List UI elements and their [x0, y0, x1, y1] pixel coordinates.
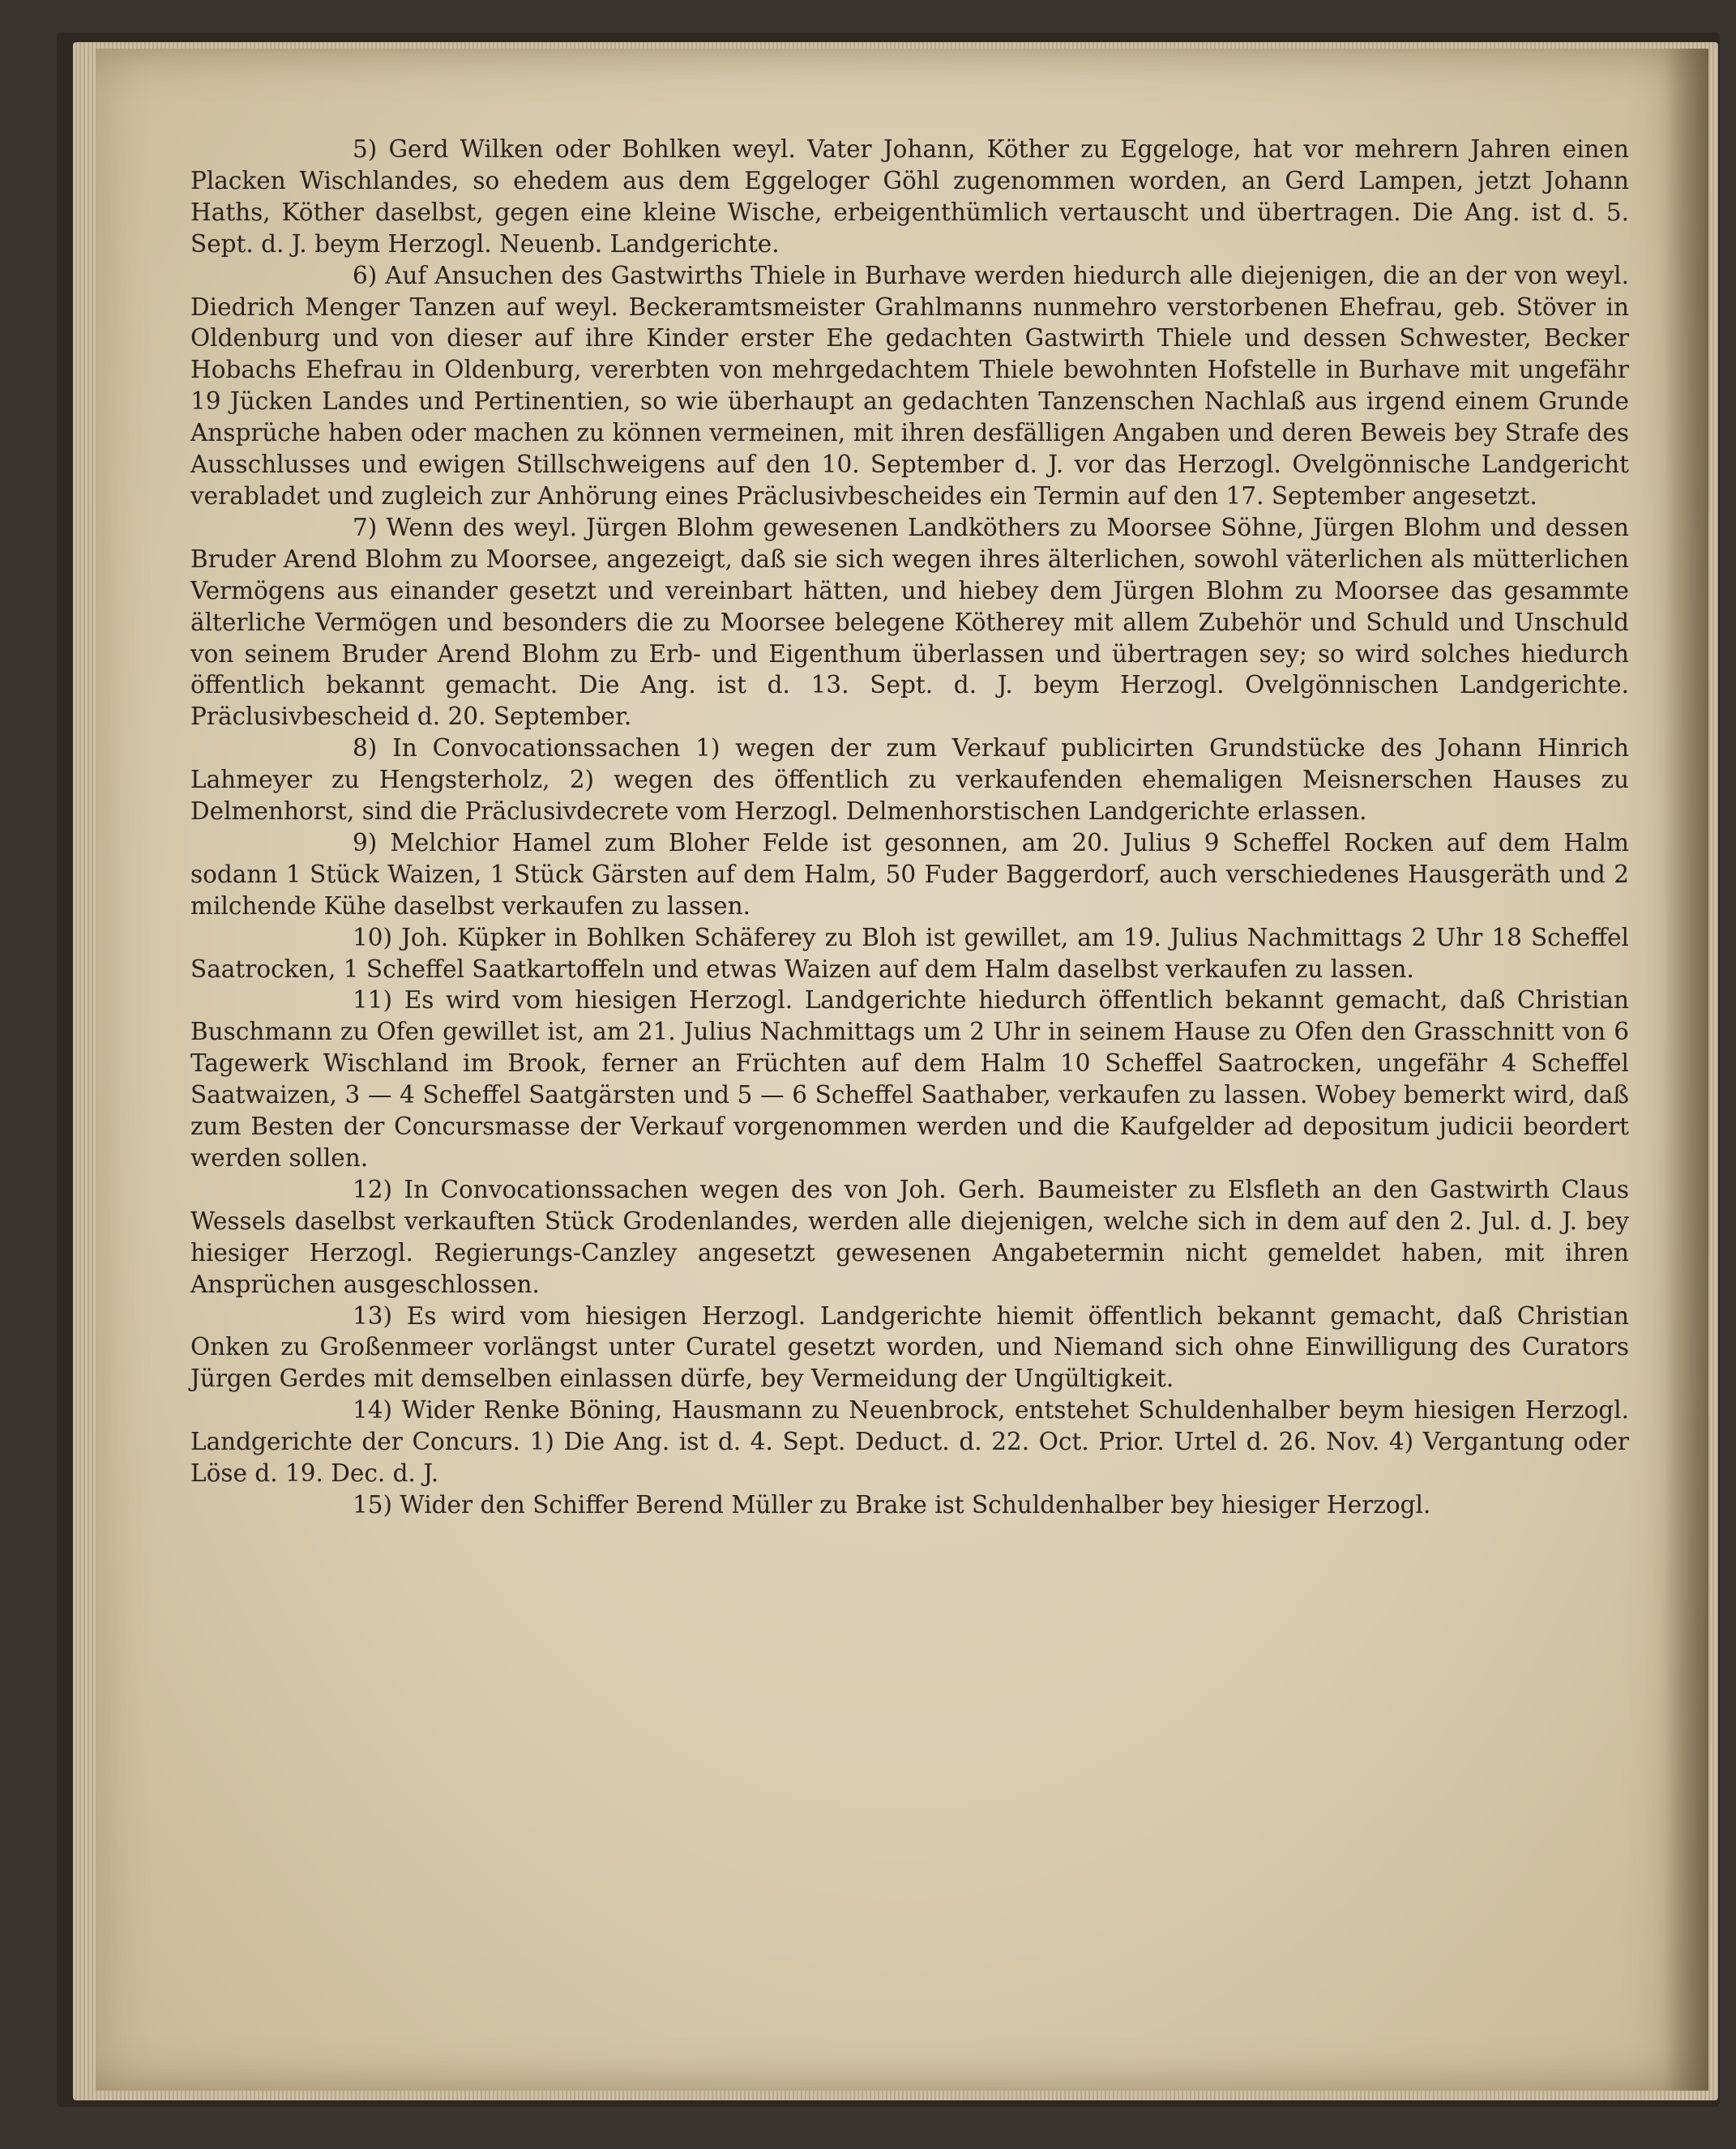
page-gutter	[1664, 49, 1708, 2091]
notice-12: 12) In Convocationssachen wegen des von Joh. Gerh. Baumeister zu Elsfleth an den Gastwirth Claus Wessels daselbst verkauften Stück Grodenlandes, werden alle diejenigen, welche sich in dem auf den 2. Jul. d. J. bey hiesiger Herzogl. Regierungs-Canzley angesetzt gewesenen Angabetermin nicht gemeldet haben, mit ihren Ansprüchen ausgeschlossen.	[190, 1175, 1629, 1298]
notice-9: 9) Melchior Hamel zum Bloher Felde ist gesonnen, am 20. Julius 9 Scheffel Rocken auf dem Halm sodann 1 Stück Waizen, 1 Stück Gärsten auf dem Halm, 50 Fuder Baggerdorf, auch verschiedenes Hausgeräth und 2 milchende Kühe daselbst verkaufen zu lassen.	[190, 828, 1629, 920]
notice-14: 14) Wider Renke Böning, Hausmann zu Neuenbrock, entstehet Schuldenhalber beym hiesigen Herzogl. Landgerichte der Concurs. 1) Die Ang. ist d. 4. Sept. Deduct. d. 22. Oct. Prior. Urtel d. 26. Nov. 4) Vergantung oder Löse d. 19. Dec. d. J.	[190, 1396, 1629, 1488]
notice-13: 13) Es wird vom hiesigen Herzogl. Landgerichte hiemit öffentlich bekannt gemacht, daß Christian Onken zu Großenmeer vorlängst unter Curatel gesetzt worden, und Niemand sich ohne Einwilligung des Curators Jürgen Gerdes mit demselben einlassen dürfe, bey Vermeidung der Ungültigkeit.	[190, 1301, 1629, 1393]
notice-8: 8) In Convocationssachen 1) wegen der zum Verkauf publicirten Grundstücke des Johann Hinrich Lahmeyer zu Hengsterholz, 2) wegen des öffentlich zu verkaufenden ehemaligen Meisnerschen Hauses zu Delmenhorst, sind die Präclusivdecrete vom Herzogl. Delmenhorstischen Landgerichte erlassen.	[190, 734, 1629, 826]
notice-10: 10) Joh. Küpker in Bohlken Schäferey zu Bloh ist gewillet, am 19. Julius Nachmittags 2 Uhr 18 Scheffel Saatrocken, 1 Scheffel Saatkartoffeln und etwas Waizen auf dem Halm daselbst verkaufen zu lassen.	[190, 923, 1629, 983]
notice-11: 11) Es wird vom hiesigen Herzogl. Landgerichte hiedurch öffentlich bekannt gemacht, daß Christian Buschmann zu Ofen gewillet ist, am 21. Julius Nachmittags um 2 Uhr in seinem Hause zu Ofen den Grasschnitt von 6 Tagewerk Wischland im Brook, ferner an Früchten auf dem Halm 10 Scheffel Saatrocken, ungefähr 4 Scheffel Saatwaizen, 3 — 4 Scheffel Saatgärsten und 5 — 6 Scheffel Saathaber, verkaufen zu lassen. Wobey bemerkt wird, daß zum Besten der Concursmasse der Verkauf vorgenommen werden und die Kaufgelder ad depositum judicii beordert werden sollen.	[190, 986, 1629, 1172]
page-text	[190, 134, 1629, 1521]
notice-6: 6) Auf Ansuchen des Gastwirths Thiele in Burhave werden hiedurch alle diejenigen, die an der von weyl. Diedrich Menger Tanzen auf weyl. Beckeramtsmeister Grahlmanns nunmehro verstorbenen Ehefrau, geb. Stöver in Oldenburg und von dieser auf ihre Kinder erster Ehe gedachten Gastwirth Thiele und dessen Schwester, Becker Hobachs Ehefrau in Oldenburg, vererbten von mehrgedachtem Thiele bewohnten Hofstelle in Burhave mit ungefähr 19 Jücken Landes und Pertinentien, so wie überhaupt an gedachten Tanzenschen Nachlaß aus irgend einem Grunde Ansprüche haben oder machen zu können vermeinen, mit ihren desfälligen Angaben und deren Beweis bey Strafe des Ausschlusses und ewigen Stillschweigens auf den 10. September d. J. vor das Herzogl. Ovelgönnische Landgericht verabladet und zugleich zur Anhörung eines Präclusivbescheides ein Termin auf den 17. September angesetzt.	[190, 261, 1629, 510]
notice-7: 7) Wenn des weyl. Jürgen Blohm gewesenen Landköthers zu Moorsee Söhne, Jürgen Blohm und dessen Bruder Arend Blohm zu Moorsee, angezeigt, daß sie sich wegen ihres älterlichen, sowohl väterlichen als mütterlichen Vermögens aus einander gesetzt und vereinbart hätten, und hiebey dem Jürgen Blohm zu Moorsee das gesammte älterliche Vermögen und besonders die zu Moorsee belegene Kötherey mit allem Zubehör und Schuld und Unschuld von seinem Bruder Arend Blohm zu Erb- und Eigenthum überlassen und übertragen sey; so wird solches hiedurch öffentlich bekannt gemacht. Die Ang. ist d. 13. Sept. d. J. beym Herzogl. Ovelgönnischen Landgerichte. Präclusivbescheid d. 20. September.	[190, 513, 1629, 731]
notice-5: 5) Gerd Wilken oder Bohlken weyl. Vater Johann, Köther zu Eggeloge, hat vor mehrern Jahren einen Placken Wischlandes, so ehedem aus dem Eggeloger Göhl zugenommen worden, an Gerd Lampen, jetzt Johann Haths, Köther daselbst, gegen eine kleine Wische, erbeigenthümlich vertauscht und übertragen. Die Ang. ist d. 5. Sept. d. J. beym Herzogl. Neuenb. Landgerichte.	[190, 135, 1629, 258]
notice-15: 15) Wider den Schiffer Berend Müller zu Brake ist Schuldenhalber bey hiesiger Herzogl.	[353, 1490, 1431, 1519]
